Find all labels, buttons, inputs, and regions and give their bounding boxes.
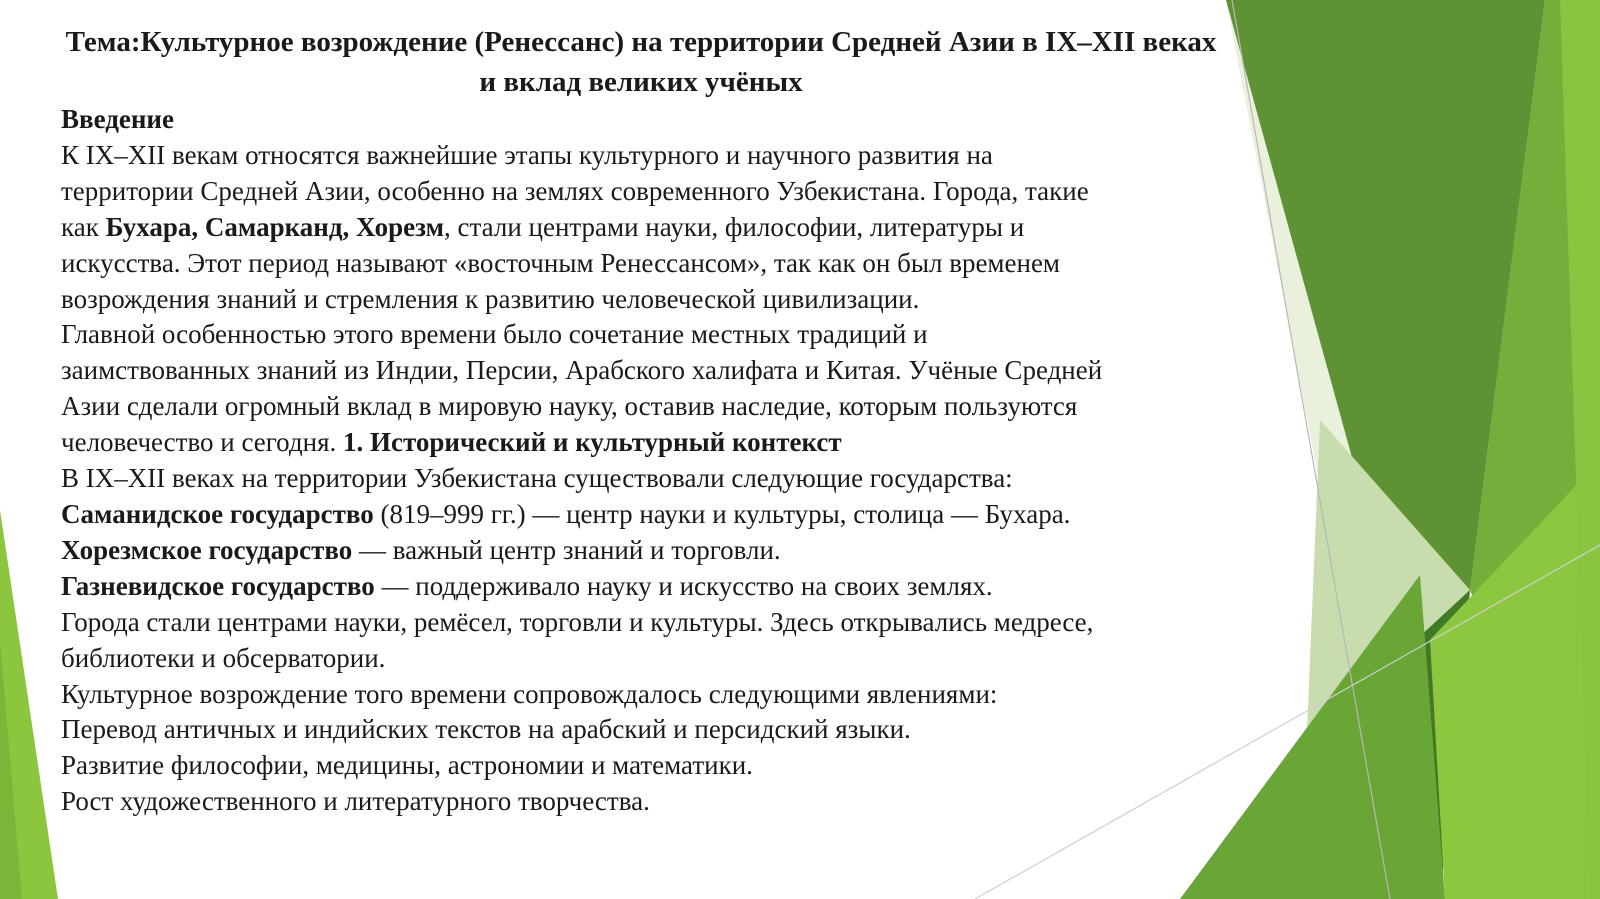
intro-line: искусства. Этот период называют «восточным Ренессансом», так как он был временем xyxy=(61,247,1061,278)
slide-content xyxy=(61,22,1221,820)
intro-text: как xyxy=(61,211,106,242)
state-item xyxy=(61,569,1221,605)
cities-line: библиотеки и обсерватории. xyxy=(61,642,386,673)
intro-line: Главной особенностью этого времени было сочетание местных традиций и xyxy=(61,319,928,350)
state-item xyxy=(61,533,1221,569)
state-desc: (819–999 гг.) — центр науки и культуры, столица — Бухара. xyxy=(373,498,1071,529)
intro-text: , стали центрами науки, философии, литературы и xyxy=(444,211,1025,242)
intro-line: Азии сделали огромный вклад в мировую науку, оставив наследие, которым пользуются xyxy=(61,391,1078,422)
state-name: Саманидское государство xyxy=(61,498,374,529)
phenomenon-item: Рост художественного и литературного творчества. xyxy=(61,786,650,817)
section1-heading: 1. Исторический и культурный контекст xyxy=(343,427,842,458)
intro-line: территории Средней Азии, особенно на землях современного Узбекистана. Города, такие xyxy=(61,175,1089,206)
slide-body xyxy=(61,102,1221,820)
section1-lead: В IX–XII веках на территории Узбекистана существовали следующие государства: xyxy=(61,463,1013,494)
state-name: Хорезмское государство xyxy=(61,534,353,565)
phenomena-lead: Культурное возрождение того времени сопровождалось следующими явлениями: xyxy=(61,678,998,709)
phenomenon-item: Перевод античных и индийских текстов на арабский и персидский языки. xyxy=(61,714,911,745)
state-name: Газневидское государство xyxy=(61,570,375,601)
intro-line: заимствованных знаний из Индии, Персии, Арабского халифата и Китая. Учёные Средней xyxy=(61,355,1103,386)
intro-line: возрождения знаний и стремления к развитию человеческой цивилизации. xyxy=(61,283,920,314)
phenomenon-item: Развитие философии, медицины, астрономии и математики. xyxy=(61,750,753,781)
state-item xyxy=(61,497,1221,533)
cities-list: Бухара, Самарканд, Хорезм xyxy=(105,211,445,242)
slide-title: Тема:Культурное возрождение (Ренессанс) на территории Средней Азии в IX–XII веках и вклад великих учёных xyxy=(65,26,1217,98)
intro-line: К IX–XII векам относятся важнейшие этапы культурного и научного развития на xyxy=(61,139,993,170)
cities-line: Города стали центрами науки, ремёсел, торговли и культуры. Здесь открывались медресе, xyxy=(61,606,1094,637)
intro-line xyxy=(61,425,1221,461)
intro-text: человечество и сегодня. xyxy=(61,427,343,458)
intro-line xyxy=(61,210,1221,246)
state-desc: — поддерживало науку и искусство на своих землях. xyxy=(374,570,993,601)
intro-heading: Введение xyxy=(61,104,174,134)
state-desc: — важный центр знаний и торговли. xyxy=(352,534,781,565)
